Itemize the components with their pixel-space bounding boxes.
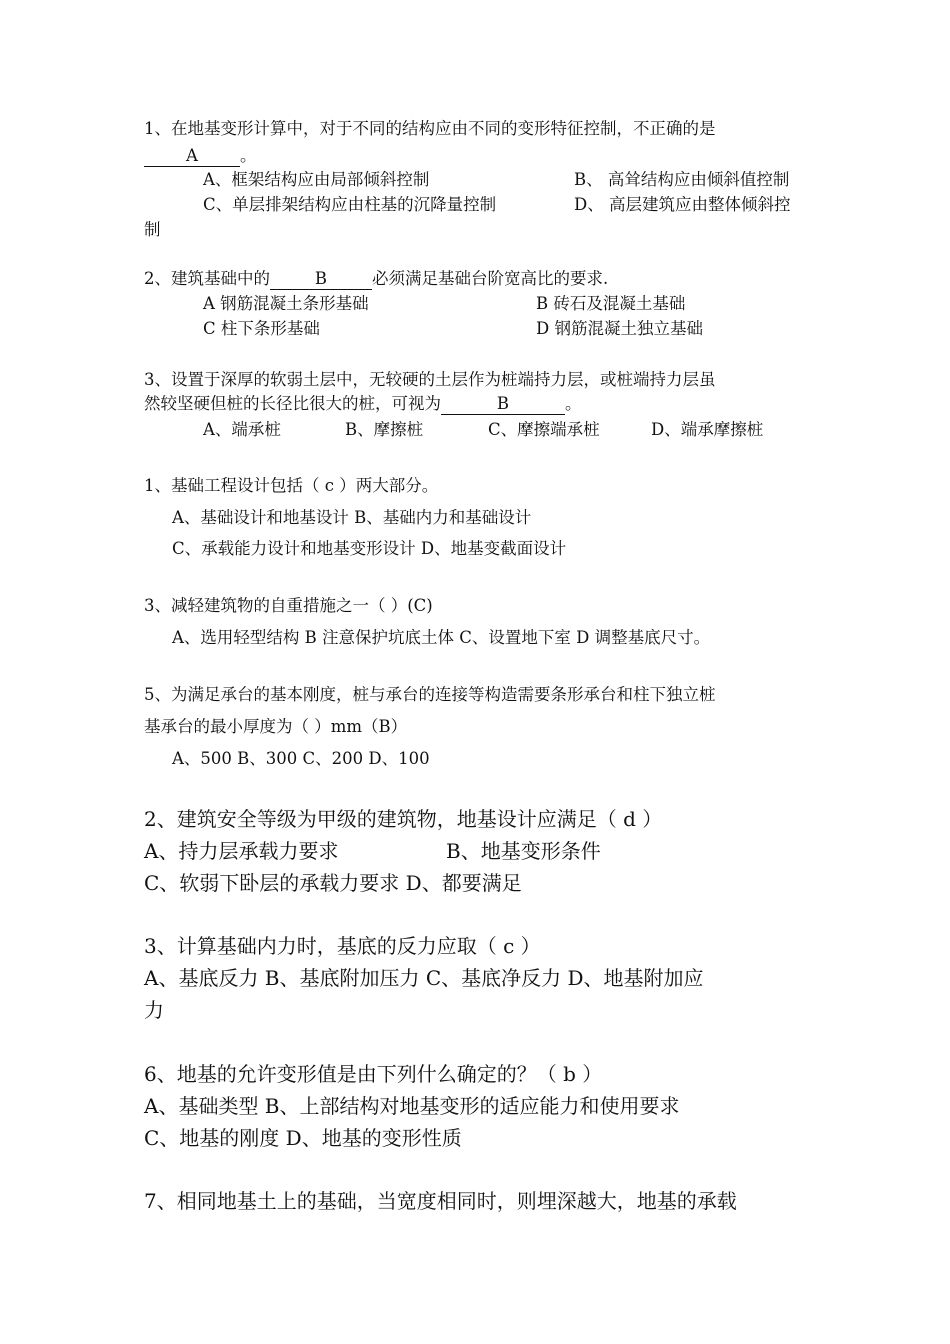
question-2c-option-a: A、持力层承载力要求 <box>144 839 339 863</box>
question-3b-options: A、选用轻型结构 B 注意保护坑底土体 C、设置地下室 D 调整基底尺寸。 <box>172 628 711 647</box>
question-2a-option-c: C 柱下条形基础 <box>203 319 320 338</box>
question-1a-stem: 1、在地基变形计算中，对于不同的结构应由不同的变形特征控制，不正确的是 <box>144 119 716 138</box>
question-1a-option-c: C、单层排架结构应由柱基的沉降量控制 <box>203 195 497 214</box>
question-3a-option-d: D、端承摩擦桩 <box>651 420 764 439</box>
question-3c-options-cont: 力 <box>144 998 164 1022</box>
question-1a-option-d-cont: 制 <box>144 220 161 239</box>
answer-blank: A <box>144 147 240 167</box>
question-1a-option-d: D、 高层建筑应由整体倾斜控 <box>574 195 791 214</box>
question-1b-options-2: C、承载能力设计和地基变形设计 D、地基变截面设计 <box>172 539 567 558</box>
question-7c-stem: 7、相同地基土上的基础，当宽度相同时，则埋深越大，地基的承载 <box>144 1189 737 1213</box>
question-2c-options-cd: C、软弱下卧层的承载力要求 D、都要满足 <box>144 871 522 895</box>
question-2c-option-b: B、地基变形条件 <box>446 839 601 863</box>
question-2a-option-b: B 砖石及混凝土基础 <box>536 294 686 313</box>
question-2a-option-d: D 钢筋混凝土独立基础 <box>536 319 703 338</box>
question-3c-options: A、基底反力 B、基底附加压力 C、基底净反力 D、地基附加应 <box>144 966 704 990</box>
question-3a-option-a: A、端承桩 <box>203 420 281 439</box>
question-3c-stem: 3、计算基础内力时，基底的反力应取（ c ） <box>144 934 541 958</box>
question-1b-stem: 1、基础工程设计包括（ c ）两大部分。 <box>144 476 439 495</box>
question-1a-option-b: B、 高耸结构应由倾斜值控制 <box>574 170 790 189</box>
question-3b-stem: 3、减轻建筑物的自重措施之一（ ）(C) <box>144 596 433 615</box>
question-6c-options-1: A、基础类型 B、上部结构对地基变形的适应能力和使用要求 <box>144 1094 680 1118</box>
question-2a-option-a: A 钢筋混凝土条形基础 <box>203 294 369 313</box>
stem-end: 。 <box>240 146 257 165</box>
stem-suffix: 必须满足基础台阶宽高比的要求. <box>372 269 609 288</box>
question-1b-options-1: A、基础设计和地基设计 B、基础内力和基础设计 <box>172 508 532 527</box>
question-3a-stem-line2 <box>144 390 582 415</box>
stem-prefix: 2、建筑基础中的 <box>144 269 270 288</box>
question-1a-option-a: A、框架结构应由局部倾斜控制 <box>203 170 430 189</box>
answer-blank: B <box>270 270 372 290</box>
question-5b-stem-line2: 基承台的最小厚度为（ ）mm（B） <box>144 717 408 736</box>
question-5b-stem: 5、为满足承台的基本刚度，桩与承台的连接等构造需要条形承台和柱下独立桩 <box>144 685 716 704</box>
question-2a-stem <box>144 265 608 290</box>
question-6c-stem: 6、地基的允许变形值是由下列什么确定的？（ b ） <box>144 1062 603 1086</box>
question-1a-stem-line2 <box>144 142 257 167</box>
question-3a-option-c: C、摩擦端承桩 <box>488 420 600 439</box>
stem-end: 。 <box>565 394 582 413</box>
stem-prefix: 然较坚硬但桩的长径比很大的桩，可视为 <box>144 394 441 413</box>
question-6c-options-2: C、地基的刚度 D、地基的变形性质 <box>144 1126 462 1150</box>
question-2c-stem: 2、建筑安全等级为甲级的建筑物，地基设计应满足（ d ） <box>144 807 663 831</box>
answer-blank: B <box>441 395 565 415</box>
question-3a-option-b: B、摩擦桩 <box>345 420 424 439</box>
question-3a-stem: 3、设置于深厚的软弱土层中，无较硬的土层作为桩端持力层，或桩端持力层虽 <box>144 370 716 389</box>
question-5b-options: A、500 B、300 C、200 D、100 <box>172 749 430 768</box>
